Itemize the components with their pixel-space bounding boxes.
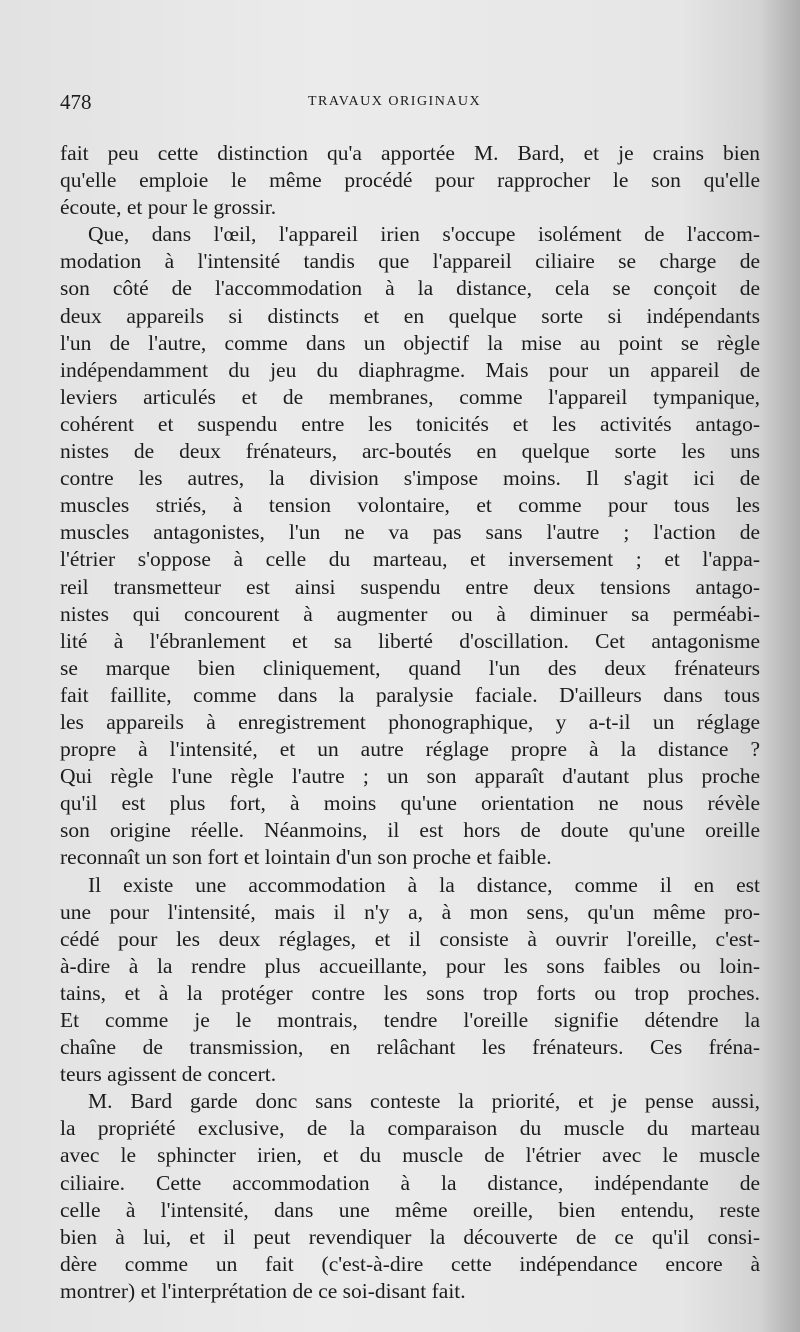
text-line: modation à l'intensité tandis que l'appareil ciliaire se charge de xyxy=(60,249,760,274)
text-line: muscles striés, à tension volontaire, et comme pour tous les xyxy=(60,493,760,518)
text-line: nistes de deux frénateurs, arc-boutés en quelque sorte les uns xyxy=(60,439,760,464)
text-line: M. Bard garde donc sans conteste la priorité, et je pense aussi, xyxy=(88,1089,760,1114)
text-line: celle à l'intensité, dans une même oreille, bien entendu, reste xyxy=(60,1197,760,1222)
text-line: cohérent et suspendu entre les tonicités et les activités antago- xyxy=(60,411,760,436)
text-line: leviers articulés et de membranes, comme l'appareil tympanique, xyxy=(60,384,760,409)
text-line: avec le sphincter irien, et du muscle de l'étrier avec le muscle xyxy=(60,1143,760,1168)
text-line: son côté de l'accommodation à la distance, cela se conçoit de xyxy=(60,276,760,301)
text-line: Que, dans l'œil, l'appareil irien s'occupe isolément de l'accom- xyxy=(88,222,760,247)
text-line: bien à lui, et il peut revendiquer la découverte de ce qu'il consi- xyxy=(60,1224,760,1249)
text-line: se marque bien cliniquement, quand l'un des deux frénateurs xyxy=(60,655,760,680)
text-line: muscles antagonistes, l'un ne va pas sans l'autre ; l'action de xyxy=(60,520,760,545)
text-line: écoute, et pour le grossir. xyxy=(60,195,277,220)
text-line: nistes qui concourent à augmenter ou à diminuer sa perméabi- xyxy=(60,601,760,626)
text-line: montrer) et l'interprétation de ce soi-disant fait. xyxy=(60,1278,466,1303)
text-line: l'étrier s'oppose à celle du marteau, et inversement ; et l'appa- xyxy=(60,547,760,572)
text-line: propre à l'intensité, et un autre réglage propre à la distance ? xyxy=(60,737,760,762)
text-line: qu'elle emploie le même procédé pour rapprocher le son qu'elle xyxy=(60,168,760,193)
running-head: TRAVAUX ORIGINAUX xyxy=(308,94,482,109)
text-line: Qui règle l'une règle l'autre ; un son apparaît d'autant plus proche xyxy=(60,764,760,789)
text-line: cédé pour les deux réglages, et il consiste à ouvrir l'oreille, c'est- xyxy=(60,926,760,951)
text-line: contre les autres, la division s'impose moins. Il s'agit ici de xyxy=(60,466,760,491)
text-line: son origine réelle. Néanmoins, il est hors de doute qu'une oreille xyxy=(60,818,760,843)
text-line: l'un de l'autre, comme dans un objectif la mise au point se règle xyxy=(60,330,760,355)
text-line: les appareils à enregistrement phonographique, y a-t-il un réglage xyxy=(60,709,760,734)
text-line: chaîne de transmission, en relâchant les frénateurs. Ces fréna- xyxy=(60,1035,760,1060)
text-line: teurs agissent de concert. xyxy=(60,1062,277,1087)
text-line: Il existe une accommodation à la distance, comme il en est xyxy=(88,872,760,897)
text-line: reconnaît un son fort et lointain d'un son proche et faible. xyxy=(60,845,552,870)
text-line: la propriété exclusive, de la comparaison du muscle du marteau xyxy=(60,1116,760,1141)
page-edge-shadow xyxy=(760,0,800,1332)
text-line: à-dire à la rendre plus accueillante, pour les sons faibles ou loin- xyxy=(60,953,760,978)
text-line: deux appareils si distincts et en quelque sorte si indépendants xyxy=(60,303,760,328)
text-line: lité à l'ébranlement et sa liberté d'oscillation. Cet antagonisme xyxy=(60,628,760,653)
page-header xyxy=(60,90,750,120)
text-line: reil transmetteur est ainsi suspendu entre deux tensions antago- xyxy=(60,574,760,599)
text-line: fait faillite, comme dans la paralysie faciale. D'ailleurs dans tous xyxy=(60,682,760,707)
text-line: fait peu cette distinction qu'a apportée M. Bard, et je crains bien xyxy=(60,141,760,165)
text-line: ciliaire. Cette accommodation à la distance, indépendante de xyxy=(60,1170,760,1195)
text-line: Et comme je le montrais, tendre l'oreille signifie détendre la xyxy=(60,1008,760,1032)
text-line: une pour l'intensité, mais il n'y a, à mon sens, qu'un même pro- xyxy=(60,899,760,924)
text-line: indépendamment du jeu du diaphragme. Mais pour un appareil de xyxy=(60,357,760,382)
text-line: tains, et à la protéger contre les sons trop forts ou trop proches. xyxy=(60,980,760,1005)
text-line: dère comme un fait (c'est-à-dire cette indépendance encore à xyxy=(60,1251,760,1276)
text-line: qu'il est plus fort, à moins qu'une orientation ne nous révèle xyxy=(60,791,760,816)
page-number: 478 xyxy=(60,90,92,114)
body-text xyxy=(60,140,760,1305)
